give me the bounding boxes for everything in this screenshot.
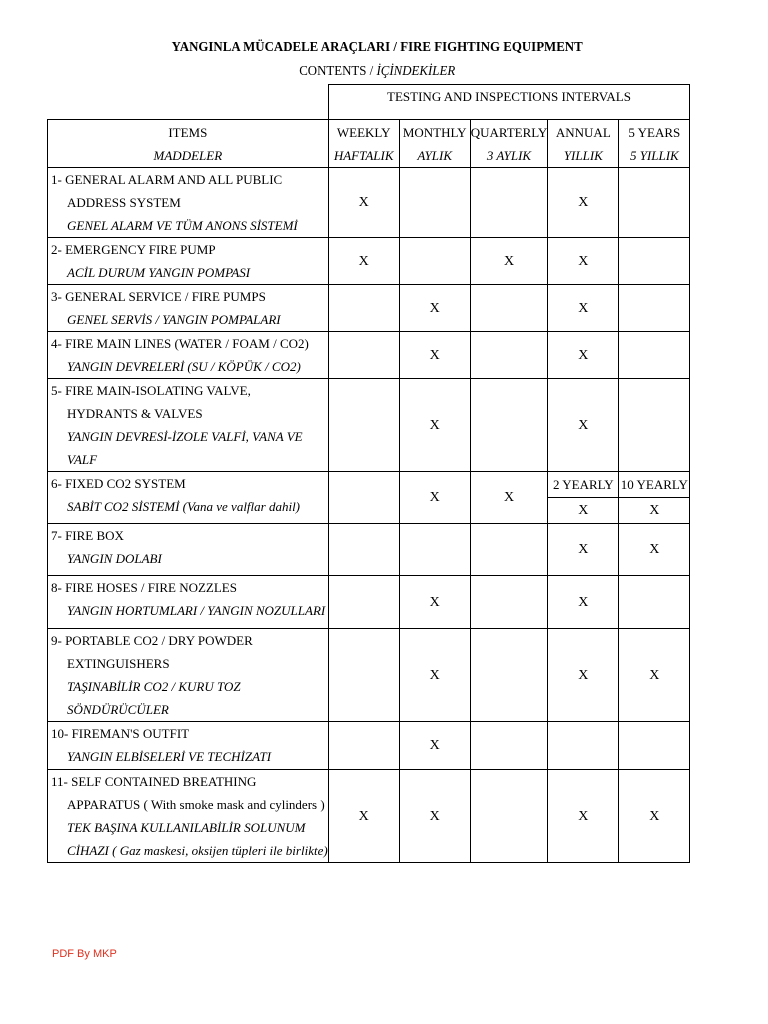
weekly-mark bbox=[328, 524, 399, 576]
years5-mark bbox=[619, 576, 690, 629]
annual-mark: X bbox=[548, 576, 619, 629]
monthly-mark: X bbox=[399, 770, 470, 863]
monthly-mark: X bbox=[399, 576, 470, 629]
quarterly-mark bbox=[470, 722, 548, 770]
years5-mark bbox=[619, 379, 690, 472]
item-name-tr: SÖNDÜRÜCÜLER bbox=[67, 702, 169, 717]
monthly-mark: X bbox=[399, 472, 470, 524]
page-title: YANGINLA MÜCADELE ARAÇLARI / FIRE FIGHTING EQUIPMENT bbox=[171, 40, 583, 55]
weekly-mark bbox=[328, 285, 399, 332]
item-cell bbox=[48, 629, 329, 722]
inspection-table bbox=[47, 84, 690, 863]
weekly-mark bbox=[328, 379, 399, 472]
quarterly-mark bbox=[470, 285, 548, 332]
item-name-en: EXTINGUISHERS bbox=[67, 656, 170, 671]
weekly-mark bbox=[328, 332, 399, 379]
item-name-en: 6- FIXED CO2 SYSTEM bbox=[51, 476, 186, 491]
item-cell bbox=[48, 576, 329, 629]
years5-mark: X bbox=[619, 770, 690, 863]
monthly-mark bbox=[399, 168, 470, 238]
monthly-mark: X bbox=[399, 379, 470, 472]
intervals-header: TESTING AND INSPECTIONS INTERVALS bbox=[328, 85, 690, 120]
annual-mark: X bbox=[548, 168, 619, 238]
item-name-tr: GENEL SERVİS / YANGIN POMPALARI bbox=[67, 312, 281, 327]
table-row bbox=[48, 472, 690, 498]
item-name-en: 8- FIRE HOSES / FIRE NOZZLES bbox=[51, 580, 237, 595]
item-cell bbox=[48, 379, 329, 472]
quarterly-mark bbox=[470, 332, 548, 379]
annual-mark: X bbox=[548, 332, 619, 379]
weekly-mark: X bbox=[328, 238, 399, 285]
item-name-tr: SABİT CO2 SİSTEMİ (Vana ve valflar dahil) bbox=[67, 499, 301, 514]
item-name-en: HYDRANTS & VALVES bbox=[67, 406, 203, 421]
item-name-en: 10- FIREMAN'S OUTFIT bbox=[51, 726, 190, 741]
table-row bbox=[48, 524, 690, 576]
monthly-mark: X bbox=[399, 722, 470, 770]
col-header-annual: ANNUAL YILLIK bbox=[548, 120, 619, 168]
years5-mark bbox=[619, 238, 690, 285]
item-name-en: 7- FIRE BOX bbox=[51, 528, 124, 543]
quarterly-mark bbox=[470, 576, 548, 629]
table-row bbox=[48, 576, 690, 629]
table-row bbox=[48, 722, 690, 770]
item-name-tr: TAŞINABİLİR CO2 / KURU TOZ bbox=[67, 679, 241, 694]
monthly-mark bbox=[399, 238, 470, 285]
table-row bbox=[48, 379, 690, 472]
table-row bbox=[48, 629, 690, 722]
item-name-en: 11- SELF CONTAINED BREATHING bbox=[51, 774, 257, 789]
years5-subheader: 10 YEARLY bbox=[619, 472, 690, 498]
monthly-mark: X bbox=[399, 285, 470, 332]
item-name-en: 1- GENERAL ALARM AND ALL PUBLIC bbox=[51, 172, 283, 187]
quarterly-mark bbox=[470, 629, 548, 722]
item-name-tr: VALF bbox=[67, 452, 98, 467]
item-name-tr: CİHAZI ( Gaz maskesi, oksijen tüpleri ile birlikte) bbox=[67, 843, 328, 858]
item-name-tr: YANGIN DOLABI bbox=[67, 551, 162, 566]
years5-mark: X bbox=[619, 498, 690, 524]
item-name-tr: YANGIN DEVRESİ-İZOLE VALFİ, VANA VE bbox=[67, 429, 303, 444]
col-header-monthly: MONTHLY AYLIK bbox=[399, 120, 470, 168]
item-cell bbox=[48, 524, 329, 576]
annual-subheader: 2 YEARLY bbox=[548, 472, 619, 498]
annual-mark: X bbox=[548, 379, 619, 472]
item-cell bbox=[48, 332, 329, 379]
table-row bbox=[48, 168, 690, 238]
quarterly-mark bbox=[470, 379, 548, 472]
item-cell bbox=[48, 285, 329, 332]
monthly-mark bbox=[399, 524, 470, 576]
item-cell bbox=[48, 472, 329, 524]
quarterly-mark bbox=[470, 770, 548, 863]
weekly-mark: X bbox=[328, 770, 399, 863]
years5-mark: X bbox=[619, 629, 690, 722]
item-name-en: 4- FIRE MAIN LINES (WATER / FOAM / CO2) bbox=[51, 336, 309, 351]
years5-mark bbox=[619, 285, 690, 332]
column-header-row bbox=[48, 120, 690, 168]
annual-mark bbox=[548, 722, 619, 770]
item-cell bbox=[48, 770, 329, 863]
years5-mark bbox=[619, 722, 690, 770]
table-row bbox=[48, 332, 690, 379]
item-name-tr: YANGIN DEVRELERİ (SU / KÖPÜK / CO2) bbox=[67, 359, 301, 374]
years5-mark bbox=[619, 168, 690, 238]
header-blank-cell bbox=[48, 85, 329, 120]
weekly-mark bbox=[328, 472, 399, 524]
item-name-en: ADDRESS SYSTEM bbox=[67, 195, 181, 210]
weekly-mark bbox=[328, 722, 399, 770]
item-name-en: APPARATUS ( With smoke mask and cylinders ) bbox=[67, 797, 325, 812]
col-header-5-years: 5 YEARS 5 YILLIK bbox=[619, 120, 690, 168]
item-cell bbox=[48, 238, 329, 285]
annual-mark: X bbox=[548, 770, 619, 863]
col-header-quarterly: QUARTERLY 3 AYLIK bbox=[470, 120, 548, 168]
quarterly-mark bbox=[470, 168, 548, 238]
annual-mark: X bbox=[548, 629, 619, 722]
item-name-tr: TEK BAŞINA KULLANILABİLİR SOLUNUM bbox=[67, 820, 306, 835]
years5-mark: X bbox=[619, 524, 690, 576]
table-row bbox=[48, 285, 690, 332]
quarterly-mark: X bbox=[470, 238, 548, 285]
footer-credit: PDF By MKP bbox=[52, 948, 117, 960]
table-row bbox=[48, 238, 690, 285]
col-header-weekly: WEEKLY HAFTALIK bbox=[328, 120, 399, 168]
monthly-mark: X bbox=[399, 332, 470, 379]
item-cell bbox=[48, 722, 329, 770]
item-name-en: 2- EMERGENCY FIRE PUMP bbox=[51, 242, 216, 257]
weekly-mark bbox=[328, 576, 399, 629]
table-row bbox=[48, 770, 690, 863]
item-name-en: 3- GENERAL SERVICE / FIRE PUMPS bbox=[51, 289, 266, 304]
subtitle-tr: İÇİNDEKİLER bbox=[376, 64, 456, 79]
page-subtitle bbox=[0, 64, 754, 80]
annual-mark: X bbox=[548, 498, 619, 524]
quarterly-mark: X bbox=[470, 472, 548, 524]
annual-mark: X bbox=[548, 238, 619, 285]
item-name-en: 9- PORTABLE CO2 / DRY POWDER bbox=[51, 633, 253, 648]
weekly-mark bbox=[328, 629, 399, 722]
item-name-tr: YANGIN ELBİSELERİ VE TECHİZATI bbox=[67, 749, 272, 764]
monthly-mark: X bbox=[399, 629, 470, 722]
col-header-items: ITEMS MADDELER bbox=[48, 120, 329, 168]
item-name-tr: YANGIN HORTUMLARI / YANGIN NOZULLARI bbox=[67, 603, 326, 618]
item-cell bbox=[48, 168, 329, 238]
annual-mark: X bbox=[548, 285, 619, 332]
annual-mark: X bbox=[548, 524, 619, 576]
weekly-mark: X bbox=[328, 168, 399, 238]
subtitle-en: CONTENTS / bbox=[299, 64, 377, 79]
item-name-tr: ACİL DURUM YANGIN POMPASI bbox=[67, 265, 251, 280]
item-name-en: 5- FIRE MAIN-ISOLATING VALVE, bbox=[51, 383, 251, 398]
years5-mark bbox=[619, 332, 690, 379]
quarterly-mark bbox=[470, 524, 548, 576]
item-name-tr: GENEL ALARM VE TÜM ANONS SİSTEMİ bbox=[67, 218, 298, 233]
